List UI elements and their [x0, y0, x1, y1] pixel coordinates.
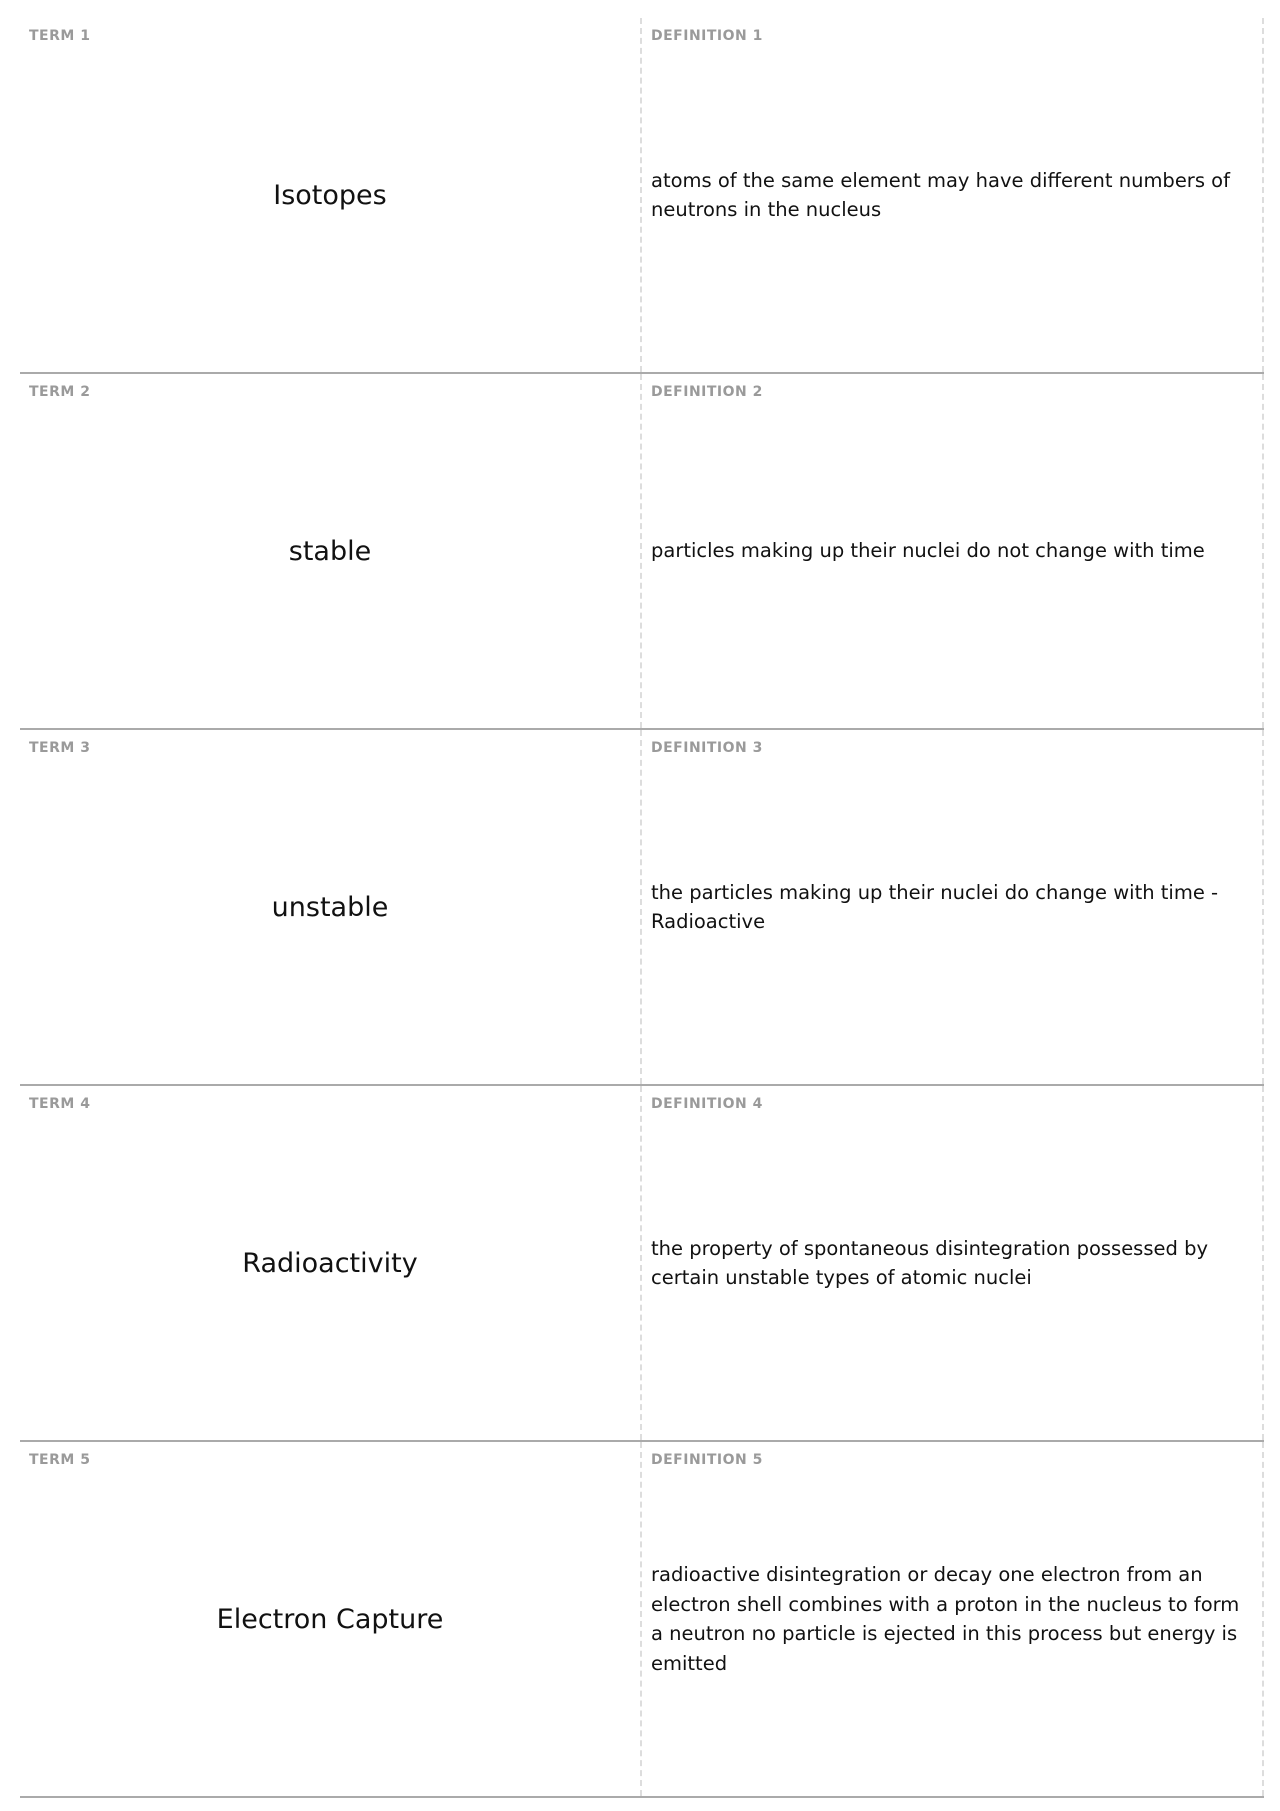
term-text: Radioactivity	[242, 1247, 418, 1279]
flashcard-row	[20, 730, 1264, 1086]
definition-cell	[642, 18, 1264, 372]
term-text: Isotopes	[273, 179, 387, 211]
flashcard-row	[20, 18, 1264, 374]
term-label: TERM 1	[29, 28, 91, 44]
definition-text: the property of spontaneous disintegration possessed by certain unstable types of atomic nuclei	[651, 1236, 1208, 1289]
definition-label: DEFINITION 2	[651, 384, 763, 400]
definition-text: particles making up their nuclei do not change with time	[651, 539, 1205, 563]
definition-cell	[642, 1086, 1264, 1440]
flashcard-row	[20, 374, 1264, 730]
definition-label: DEFINITION 1	[651, 28, 763, 44]
definition-text: atoms of the same element may have different numbers of neutrons in the nucleus	[651, 168, 1230, 221]
definition-label: DEFINITION 3	[651, 740, 763, 756]
term-cell	[20, 18, 642, 372]
flashcard-sheet	[20, 18, 1264, 1798]
definition-cell	[642, 1442, 1264, 1796]
definition-label: DEFINITION 5	[651, 1452, 763, 1468]
term-text: Electron Capture	[216, 1603, 444, 1635]
definition-cell	[642, 730, 1264, 1084]
term-text: stable	[288, 535, 372, 567]
term-cell	[20, 1086, 642, 1440]
term-label: TERM 5	[29, 1452, 91, 1468]
term-label: TERM 4	[29, 1096, 91, 1112]
definition-cell	[642, 374, 1264, 728]
flashcard-row	[20, 1086, 1264, 1442]
term-cell	[20, 1442, 642, 1796]
definition-text: the particles making up their nuclei do change with time - Radioactive	[651, 880, 1219, 933]
term-cell	[20, 374, 642, 728]
term-label: TERM 3	[29, 740, 91, 756]
definition-label: DEFINITION 4	[651, 1096, 763, 1112]
term-label: TERM 2	[29, 384, 91, 400]
flashcard-row	[20, 1442, 1264, 1798]
definition-text: radioactive disintegration or decay one electron from an electron shell combines with a proton in the nucleus to form a neutron no particle is ejected in this process but energy is emitted	[651, 1563, 1240, 1675]
term-cell	[20, 730, 642, 1084]
term-text: unstable	[271, 891, 389, 923]
